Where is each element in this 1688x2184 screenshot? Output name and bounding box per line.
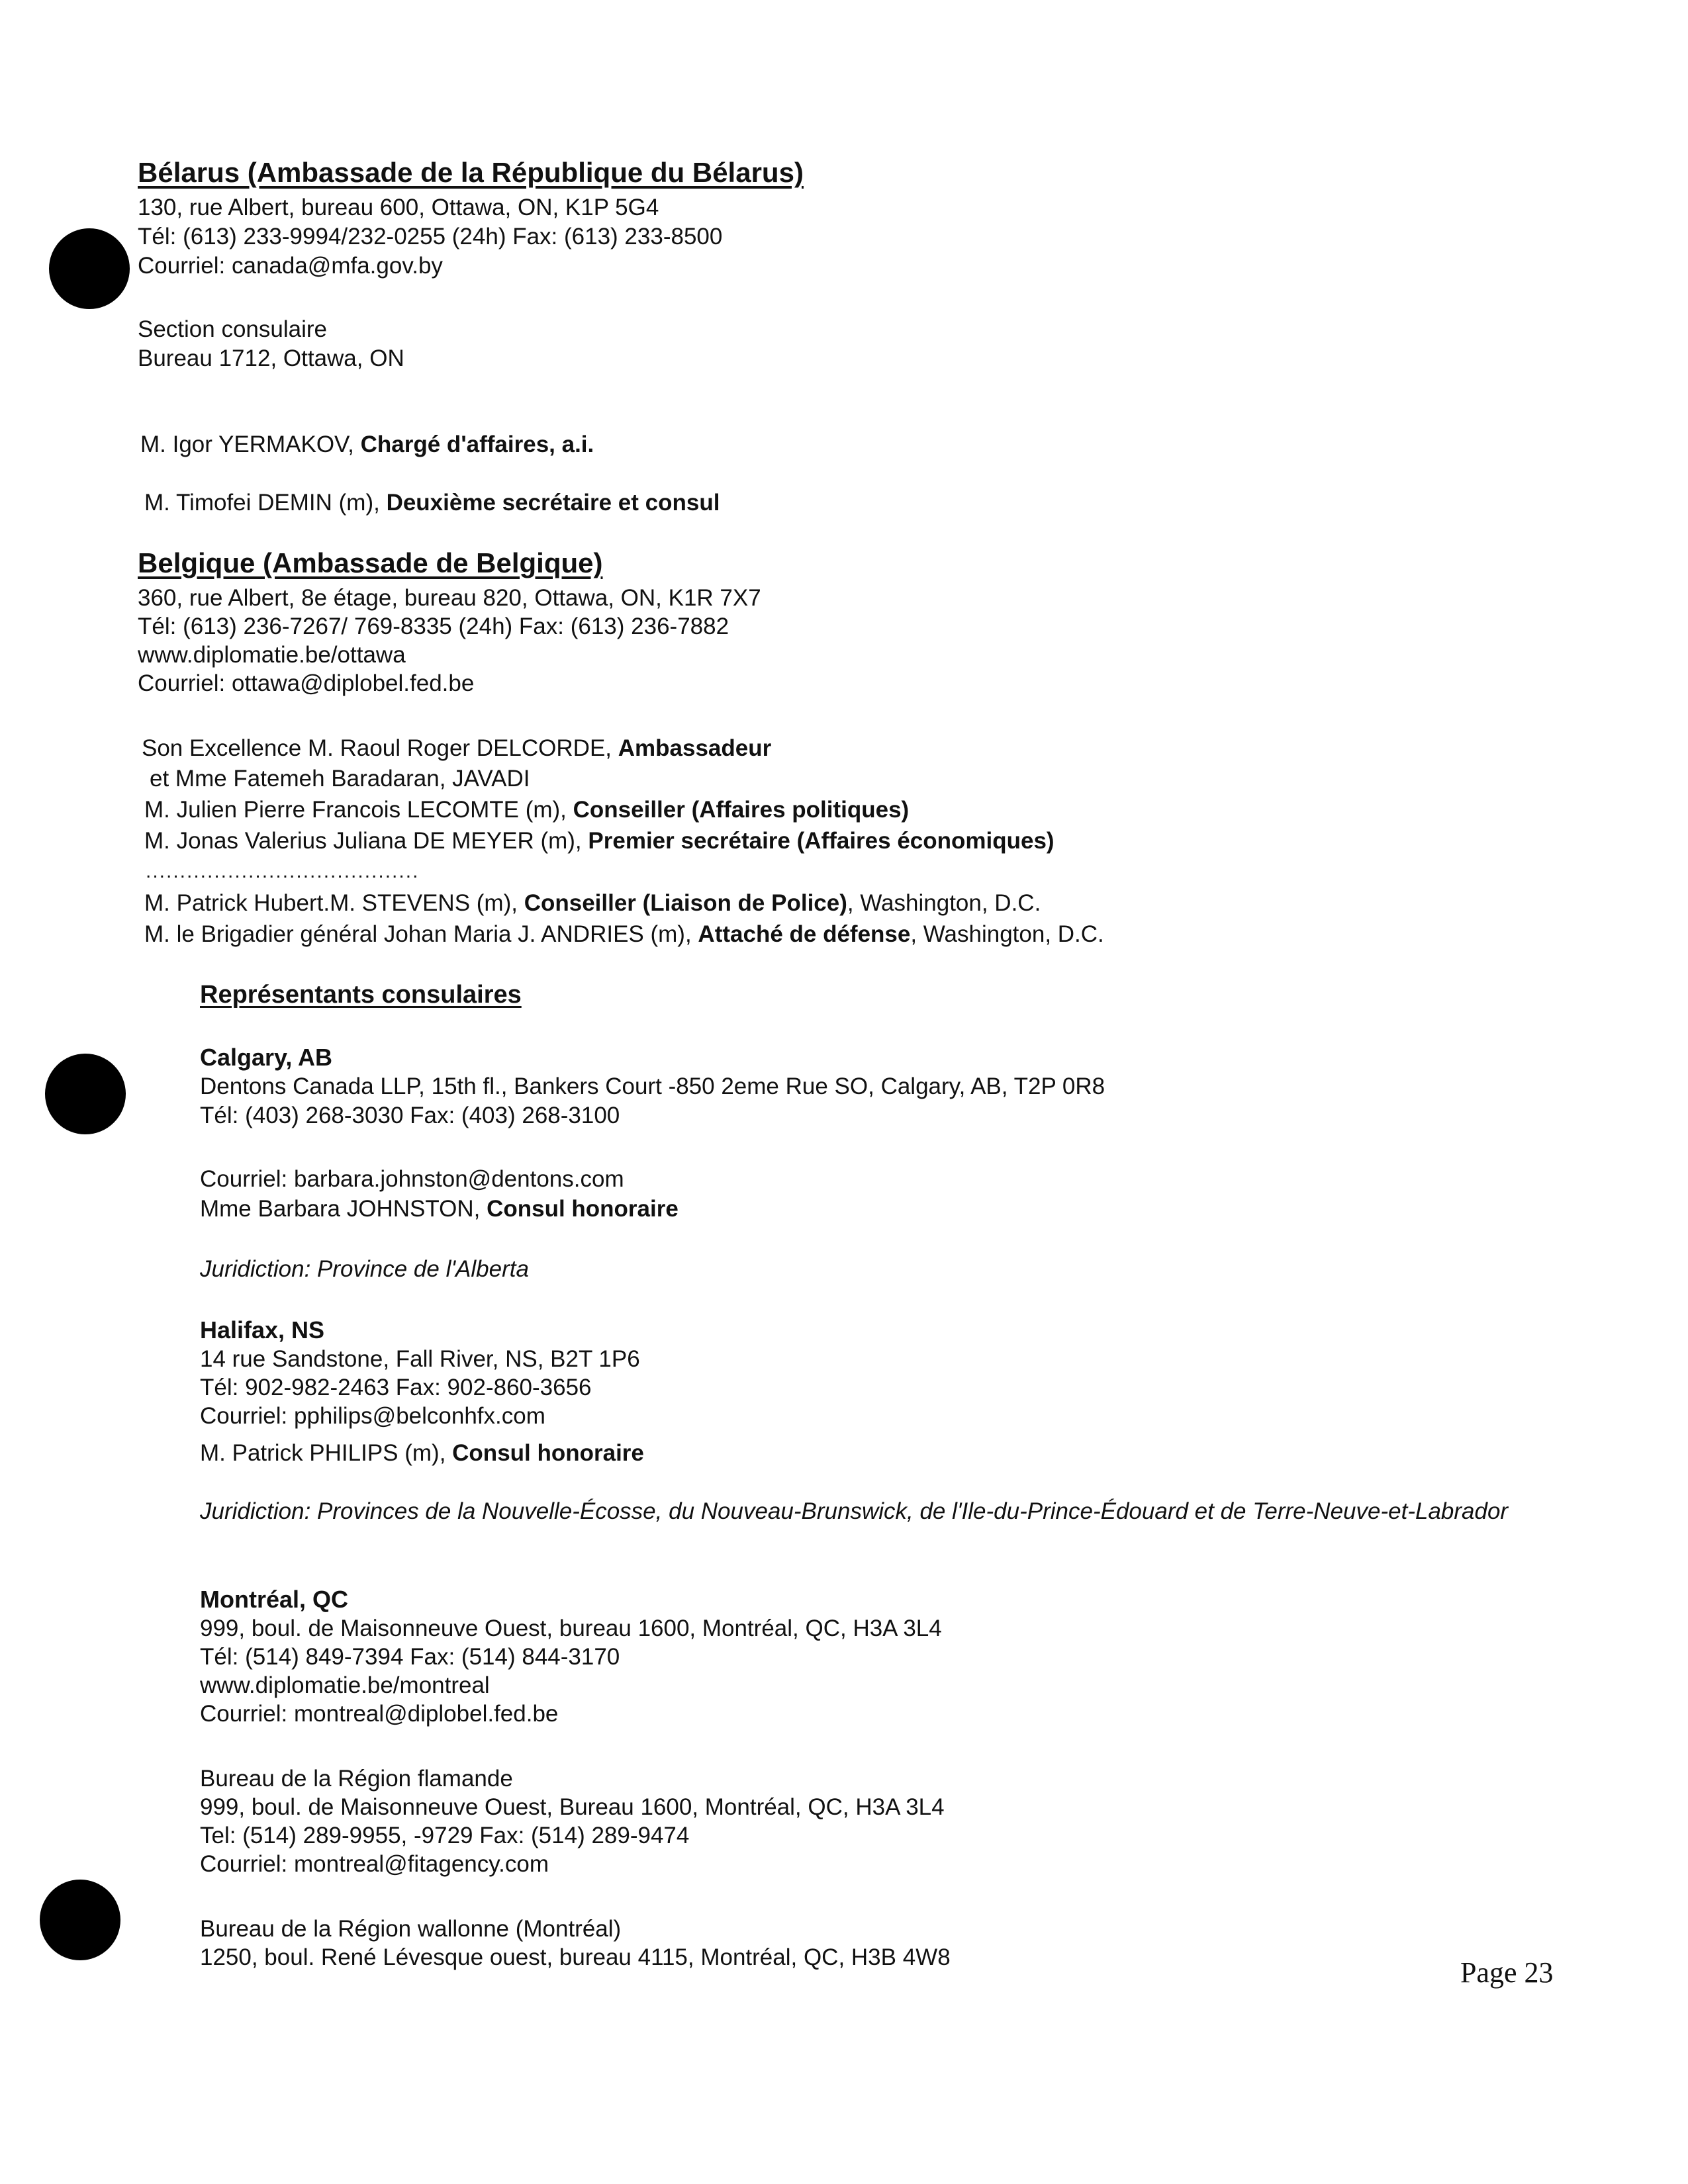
staff-name: et Mme Fatemeh Baradaran, JAVADI bbox=[150, 766, 530, 792]
staff-name: M. Patrick Hubert.M. STEVENS (m), bbox=[144, 890, 524, 916]
calgary-email: Courriel: barbara.johnston@dentons.com bbox=[200, 1166, 624, 1192]
belgique-heading: Belgique (Ambassade de Belgique) bbox=[138, 547, 603, 578]
belgique-address: 360, rue Albert, 8e étage, bureau 820, Ottawa, ON, K1R 7X7 bbox=[138, 585, 761, 611]
person-title: Consul honoraire bbox=[452, 1440, 644, 1466]
belgique-staff-row bbox=[150, 764, 530, 794]
page-number: Page 23 bbox=[1460, 1956, 1554, 1989]
belarus-heading: Bélarus (Ambassade de la République du Bélarus) bbox=[138, 157, 804, 188]
calgary-address: Dentons Canada LLP, 15th fl., Bankers Court -850 2eme Rue SO, Calgary, AB, T2P 0R8 bbox=[200, 1073, 1105, 1099]
halifax-address: 14 rue Sandstone, Fall River, NS, B2T 1P6 bbox=[200, 1346, 640, 1372]
person-title: Consul honoraire bbox=[487, 1196, 679, 1222]
person-name: Mme Barbara JOHNSTON, bbox=[200, 1196, 487, 1222]
belarus-consular-address: Bureau 1712, Ottawa, ON bbox=[138, 345, 404, 371]
staff-location: , Washington, D.C. bbox=[910, 921, 1104, 947]
walloon-office-name: Bureau de la Région wallonne (Montréal) bbox=[200, 1916, 622, 1942]
staff-location: , Washington, D.C. bbox=[847, 890, 1041, 916]
montreal-website: www.diplomatie.be/montreal bbox=[200, 1672, 490, 1698]
halifax-person bbox=[200, 1439, 644, 1468]
flemish-office-phone: Tel: (514) 289-9955, -9729 Fax: (514) 289-9474 bbox=[200, 1823, 690, 1848]
belarus-staff-row bbox=[140, 430, 594, 459]
staff-title: Ambassadeur bbox=[618, 735, 772, 761]
staff-name: M. le Brigadier général Johan Maria J. ANDRIES (m), bbox=[144, 921, 698, 947]
belgique-phone: Tél: (613) 236-7267/ 769-8335 (24h) Fax: (613) 236-7882 bbox=[138, 614, 729, 639]
person-name: M. Patrick PHILIPS (m), bbox=[200, 1440, 453, 1466]
calgary-phone: Tél: (403) 268-3030 Fax: (403) 268-3100 bbox=[200, 1103, 620, 1128]
halifax-city: Halifax, NS bbox=[200, 1316, 325, 1343]
staff-title: Conseiller (Liaison de Police) bbox=[524, 890, 847, 916]
staff-name: M. Julien Pierre Francois LECOMTE (m), bbox=[144, 797, 573, 823]
montreal-city: Montréal, QC bbox=[200, 1586, 349, 1613]
belarus-email: Courriel: canada@mfa.gov.by bbox=[138, 253, 443, 279]
calgary-jurisdiction: Juridiction: Province de l'Alberta bbox=[200, 1256, 529, 1282]
staff-name: M. Timofei DEMIN (m), bbox=[144, 490, 387, 516]
belarus-staff-row bbox=[144, 488, 720, 518]
belarus-consular-section: Section consulaire bbox=[138, 316, 327, 342]
punch-hole-bottom bbox=[40, 1880, 120, 1960]
consular-heading: Représentants consulaires bbox=[200, 981, 522, 1009]
flemish-office-address: 999, boul. de Maisonneuve Ouest, Bureau 1600, Montréal, QC, H3A 3L4 bbox=[200, 1794, 945, 1820]
punch-hole-middle bbox=[45, 1054, 126, 1134]
staff-name: Son Excellence M. Raoul Roger DELCORDE, bbox=[142, 735, 618, 761]
halifax-jurisdiction: Juridiction: Provinces de la Nouvelle-Écosse, du Nouveau-Brunswick, de l'Ile-du-Prince-Édouard et de Terre-Neuve-et-Labrador bbox=[200, 1498, 1509, 1524]
walloon-office-address: 1250, boul. René Lévesque ouest, bureau 4115, Montréal, QC, H3B 4W8 bbox=[200, 1944, 951, 1970]
montreal-address: 999, boul. de Maisonneuve Ouest, bureau 1600, Montréal, QC, H3A 3L4 bbox=[200, 1615, 942, 1641]
belgique-website: www.diplomatie.be/ottawa bbox=[138, 642, 406, 668]
belgique-staff-row bbox=[144, 827, 1055, 856]
dotted-separator: ........................................ bbox=[146, 860, 420, 882]
staff-title: Deuxième secrétaire et consul bbox=[386, 490, 720, 516]
calgary-city: Calgary, AB bbox=[200, 1044, 333, 1071]
belgique-email: Courriel: ottawa@diplobel.fed.be bbox=[138, 670, 475, 696]
staff-title: Premier secrétaire (Affaires économiques) bbox=[588, 828, 1055, 854]
flemish-office-name: Bureau de la Région flamande bbox=[200, 1766, 513, 1792]
belarus-phone: Tél: (613) 233-9994/232-0255 (24h) Fax: (613) 233-8500 bbox=[138, 224, 723, 250]
montreal-phone: Tél: (514) 849-7394 Fax: (514) 844-3170 bbox=[200, 1644, 620, 1670]
staff-title: Attaché de défense bbox=[698, 921, 911, 947]
halifax-email: Courriel: pphilips@belconhfx.com bbox=[200, 1403, 545, 1429]
staff-title: Conseiller (Affaires politiques) bbox=[573, 797, 910, 823]
belgique-staff-row bbox=[144, 920, 1104, 949]
calgary-person bbox=[200, 1195, 679, 1224]
belgique-staff-row bbox=[144, 796, 909, 825]
staff-title: Chargé d'affaires, a.i. bbox=[360, 432, 594, 457]
halifax-phone: Tél: 902-982-2463 Fax: 902-860-3656 bbox=[200, 1375, 592, 1400]
belarus-address: 130, rue Albert, bureau 600, Ottawa, ON, K1P 5G4 bbox=[138, 195, 659, 220]
staff-name: M. Igor YERMAKOV, bbox=[140, 432, 361, 457]
belgique-staff-row bbox=[142, 734, 771, 763]
belgique-staff-row bbox=[144, 889, 1041, 918]
montreal-email: Courriel: montreal@diplobel.fed.be bbox=[200, 1701, 559, 1727]
punch-hole-top bbox=[49, 228, 130, 309]
staff-name: M. Jonas Valerius Juliana DE MEYER (m), bbox=[144, 828, 588, 854]
flemish-office-email: Courriel: montreal@fitagency.com bbox=[200, 1851, 549, 1877]
